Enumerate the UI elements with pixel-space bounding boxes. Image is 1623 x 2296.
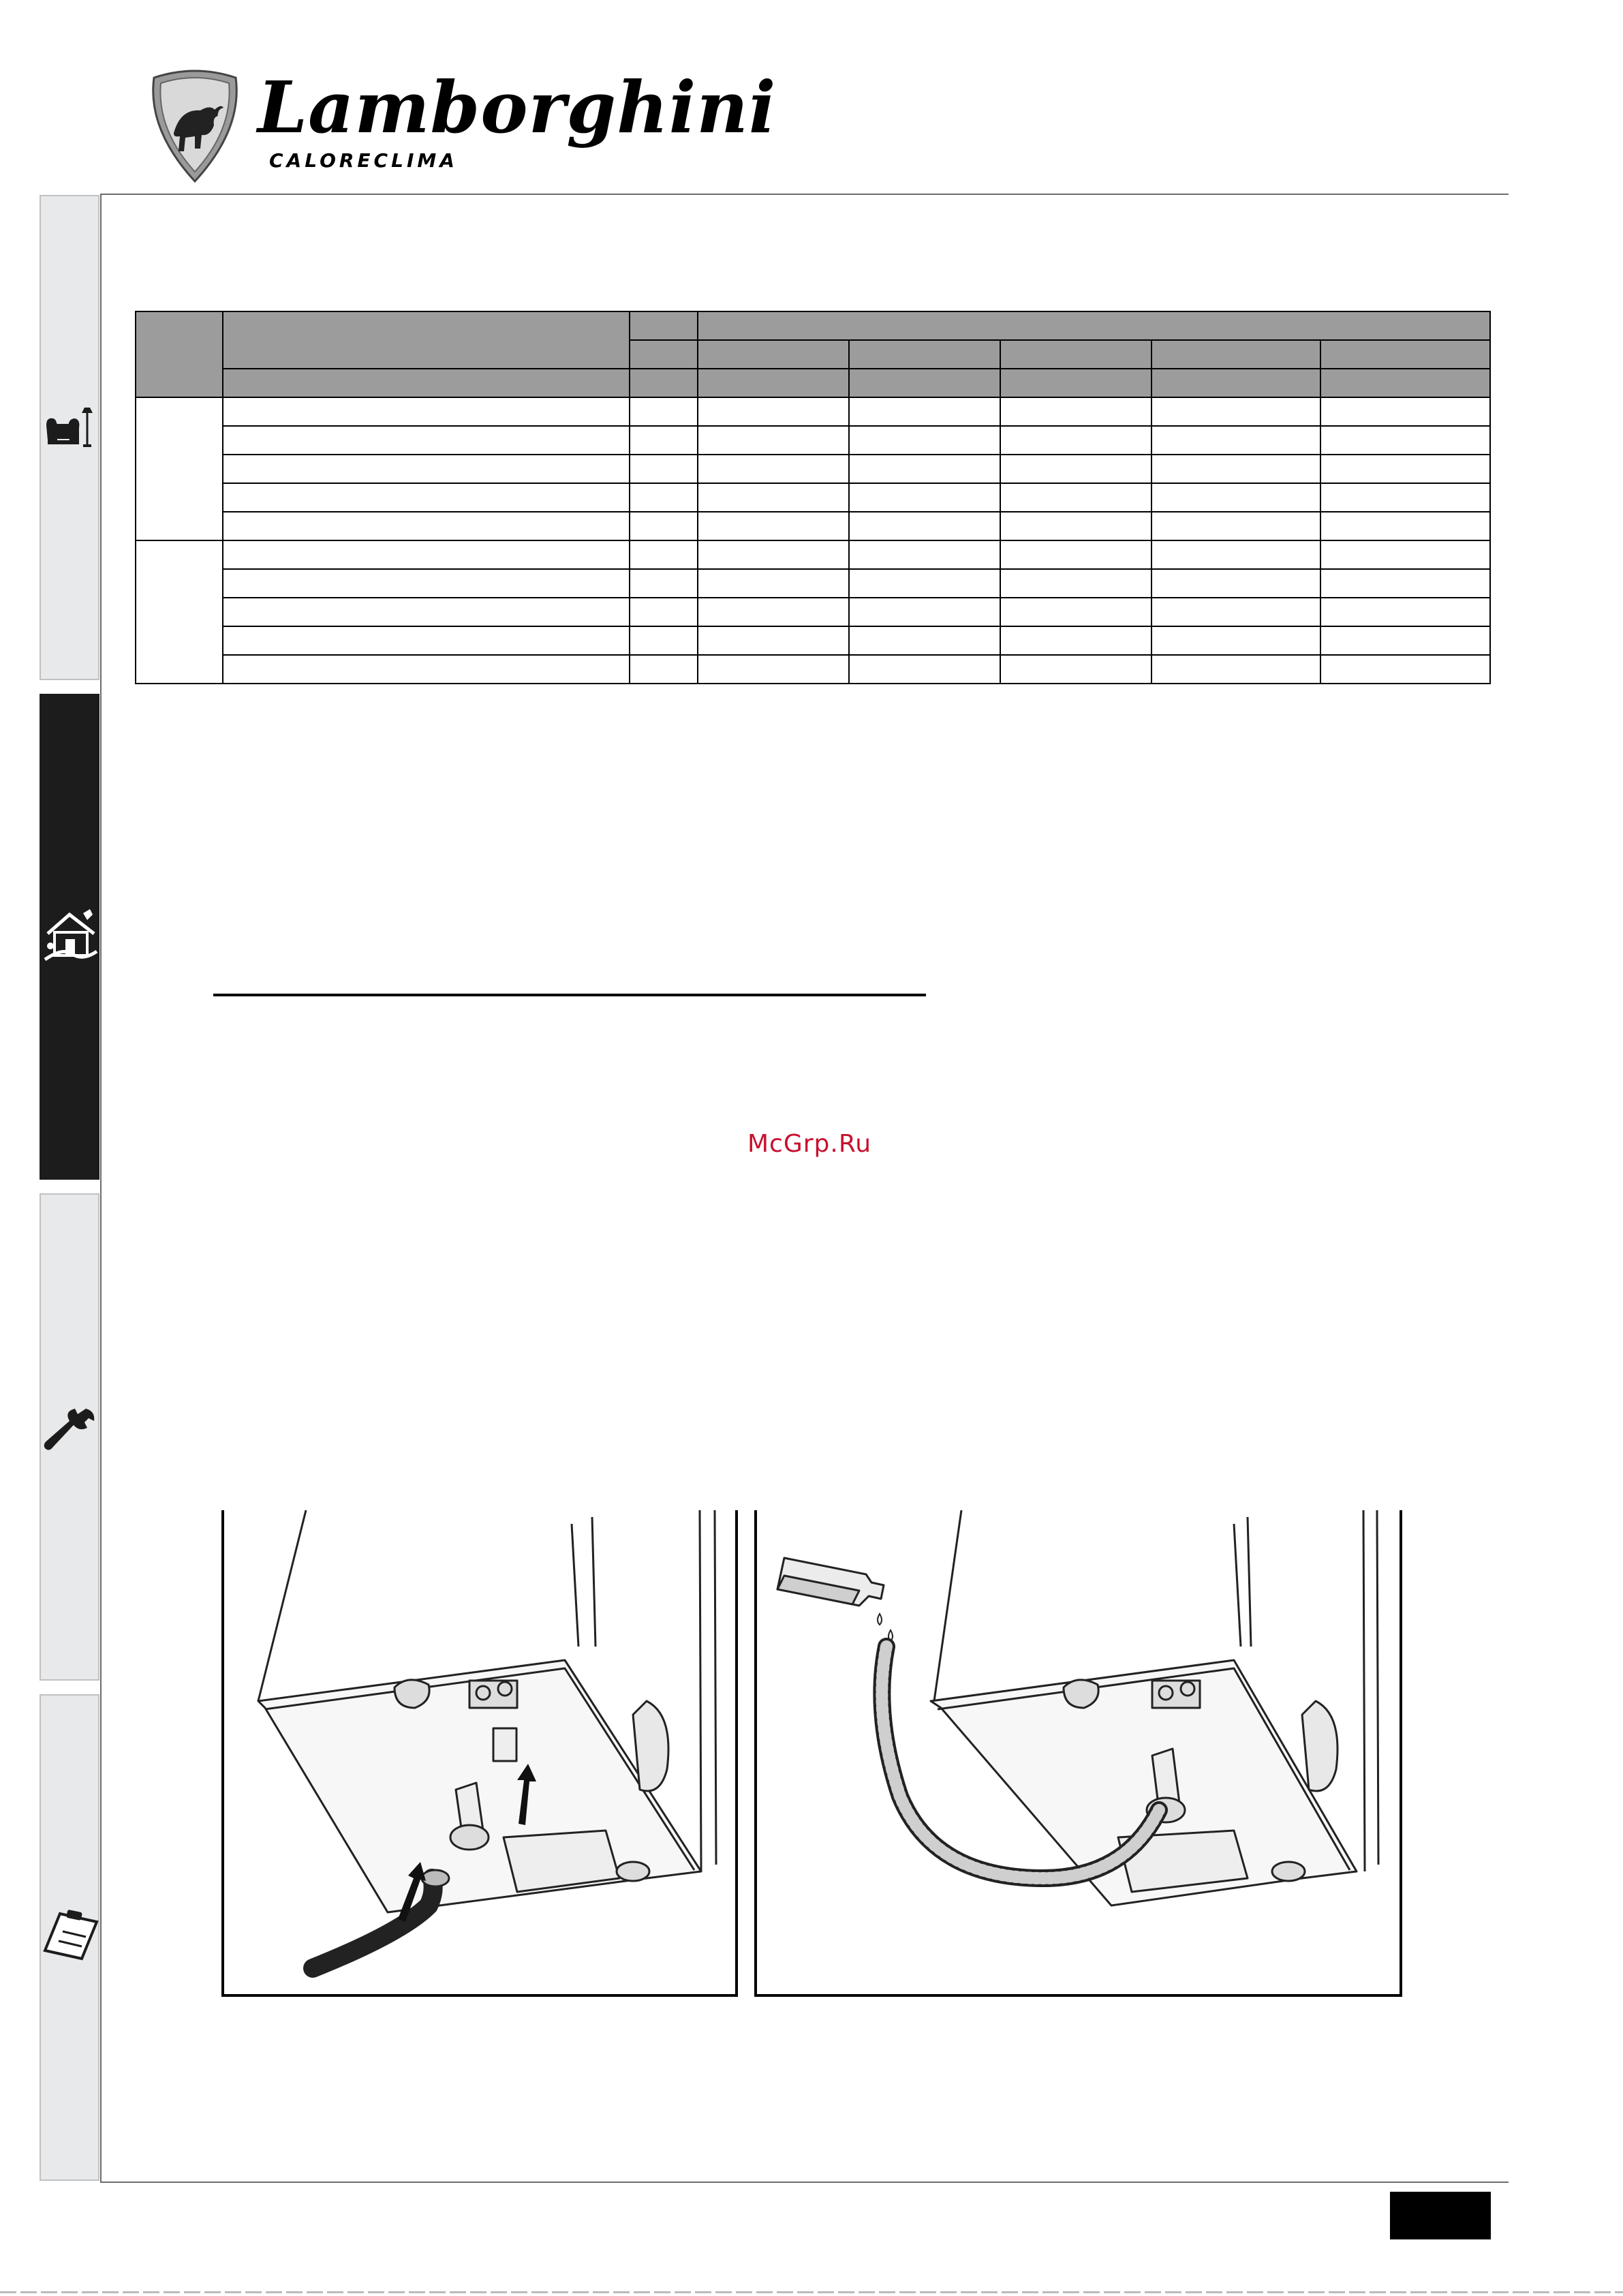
- figure-siphon-filling: [754, 1510, 1402, 1997]
- header-cell-model: [698, 340, 849, 369]
- scan-edge: [0, 2291, 1623, 2293]
- table-header-row: [136, 369, 1490, 397]
- tab-user[interactable]: [40, 195, 99, 680]
- table-header-row: [136, 311, 1490, 340]
- table-row: [136, 397, 1490, 426]
- table-row: [136, 483, 1490, 512]
- header-cell: [698, 369, 849, 397]
- table-row: [136, 512, 1490, 540]
- table-row: [136, 455, 1490, 483]
- group-cell: [136, 540, 223, 684]
- table-row: [136, 598, 1490, 626]
- table-row: [136, 540, 1490, 569]
- brand-wordmark: Lamborghini: [258, 65, 777, 149]
- header-cell: [630, 369, 698, 397]
- side-rule: [100, 194, 102, 2183]
- bull-shield-logo: [147, 68, 243, 184]
- wrench-icon: [41, 1405, 101, 1459]
- specification-table: [135, 311, 1491, 684]
- tab-maintenance[interactable]: [40, 1193, 99, 1681]
- header-cell-model: [1320, 340, 1490, 369]
- group-cell: [136, 397, 223, 540]
- header-cell-unit: [630, 311, 698, 340]
- brand-subtitle: CALORECLIMA: [269, 149, 458, 172]
- section-heading-underline: [213, 994, 926, 996]
- header-cell-model: [849, 340, 1000, 369]
- header-cell-models: [698, 311, 1490, 340]
- header-cell-group: [136, 311, 223, 397]
- figure-drain-hose-connection: [221, 1510, 738, 1997]
- house-installation-icon: [41, 906, 101, 964]
- clipboard-icon: [41, 1907, 101, 1961]
- header-cell: [1000, 369, 1151, 397]
- armchair-icon: [41, 405, 101, 453]
- header-cell: [223, 369, 630, 397]
- footer-rule: [101, 2182, 1509, 2183]
- header-cell: [1151, 369, 1320, 397]
- tab-installation[interactable]: [40, 694, 99, 1180]
- header-cell: [1320, 369, 1490, 397]
- header-cell-model: [1151, 340, 1320, 369]
- header-cell: [849, 369, 1000, 397]
- page-number-box: [1390, 2192, 1491, 2239]
- tab-technical-data[interactable]: [40, 1694, 99, 2181]
- header-cell-model: [1000, 340, 1151, 369]
- table-row: [136, 569, 1490, 598]
- header-cell: [630, 340, 698, 369]
- header-cell-description: [223, 311, 630, 369]
- watermark: McGrp.Ru: [747, 1130, 872, 1158]
- header-rule: [101, 194, 1509, 195]
- table-row: [136, 655, 1490, 684]
- table-row: [136, 426, 1490, 455]
- table-row: [136, 626, 1490, 655]
